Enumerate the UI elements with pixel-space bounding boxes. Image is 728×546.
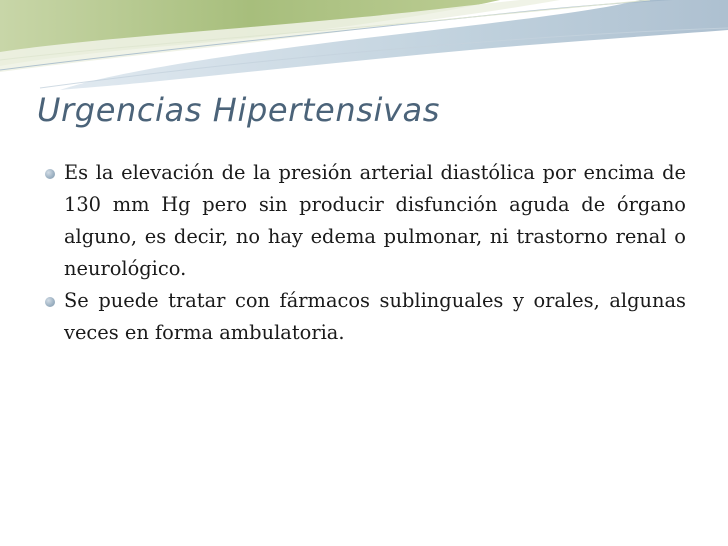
bullet-text: Se puede tratar con fármacos sublinguales y orales, algunas veces en forma ambulatoria. (64, 289, 686, 344)
bullet-list (42, 157, 686, 349)
slide-title: Urgencias Hipertensivas (37, 91, 441, 129)
bullet-text: Es la elevación de la presión arterial diastólica por encima de 130 mm Hg pero sin producir disfunción aguda de órgano alguno, es decir, no hay edema pulmonar, ni trastorno renal o neurológico. (64, 161, 686, 280)
bullet-dot-icon (45, 297, 55, 307)
bullet-item (42, 285, 686, 349)
bullet-dot-icon (45, 169, 55, 179)
bullet-item (42, 157, 686, 285)
decorative-wave-band (0, 0, 728, 90)
